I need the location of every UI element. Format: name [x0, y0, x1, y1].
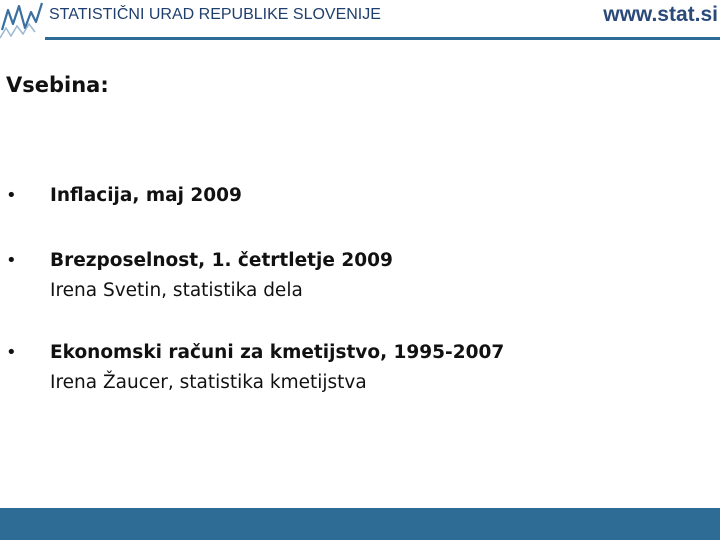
page-title: Vsebina:	[6, 73, 109, 97]
bullet-icon: •	[6, 250, 17, 271]
bullet-icon: •	[6, 342, 17, 363]
item-title: Brezposelnost, 1. četrtletje 2009	[50, 250, 393, 271]
logo-icon	[0, 0, 45, 40]
item-title: Ekonomski računi za kmetijstvo, 1995-2007	[50, 342, 505, 363]
item-title: Inflacija, maj 2009	[50, 185, 242, 206]
item-author: Irena Žaucer, statistika kmetijstva	[50, 372, 367, 393]
item-author: Irena Svetin, statistika dela	[50, 280, 303, 301]
footer-bar	[0, 508, 720, 540]
site-url-link[interactable]: www.stat.si	[603, 3, 718, 26]
bullet-icon: •	[6, 185, 17, 206]
header-divider	[45, 37, 720, 40]
header	[0, 0, 720, 40]
organization-name: STATISTIČNI URAD REPUBLIKE SLOVENIJE	[49, 6, 381, 23]
